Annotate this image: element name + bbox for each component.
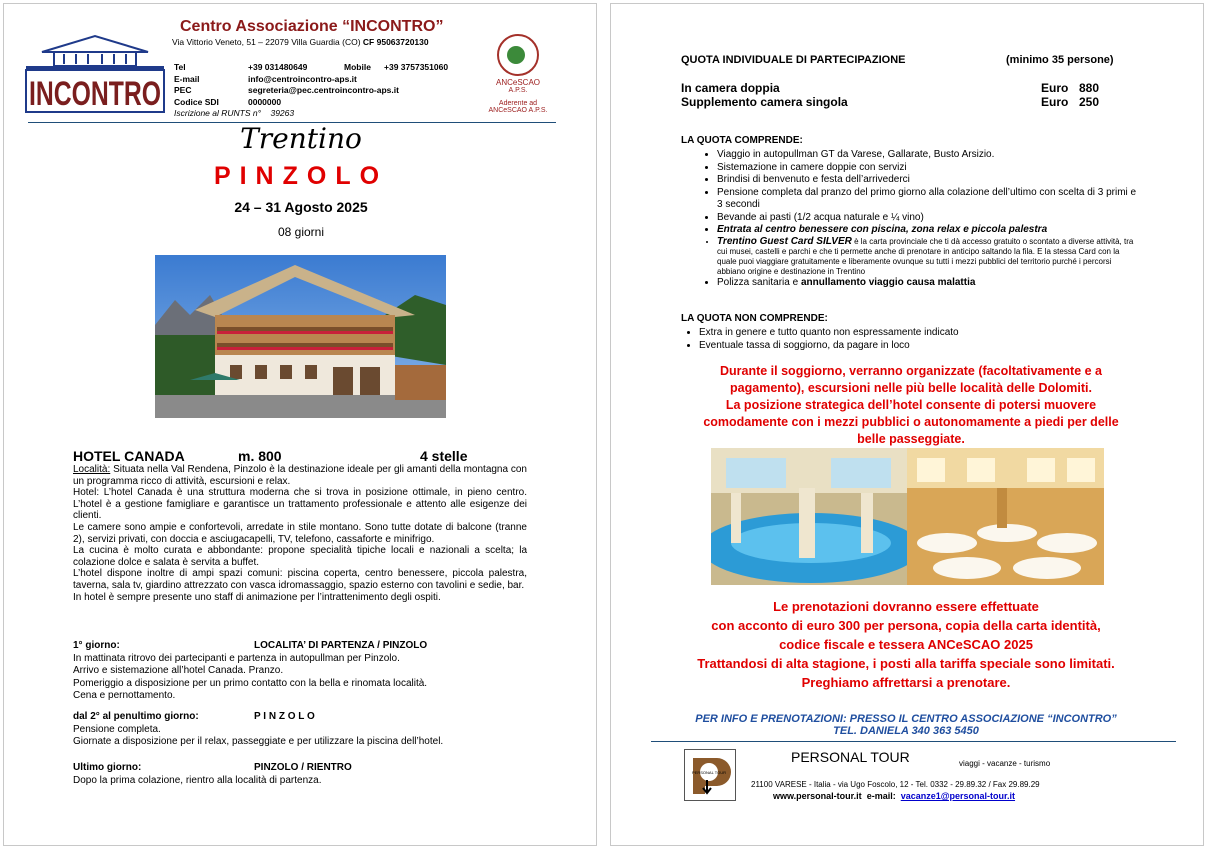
polizza-bold: annullamento viaggio causa malattia: [800, 276, 976, 288]
day-label: dal 2° al penultimo giorno:: [73, 711, 199, 722]
contacts-table: [174, 62, 452, 120]
excluded-section: [681, 313, 1141, 352]
sdi-label: Codice SDI: [174, 96, 219, 107]
day-line: In mattinata ritrovo dei partecipanti e partenza in autopullman per Pinzolo.: [73, 652, 400, 664]
itinerary-day-last: [73, 762, 533, 787]
runts-line: [174, 108, 344, 120]
region-title: Trentino: [240, 122, 362, 155]
desc-hotel: Hotel: L’hotel Canada è una struttura moderna che si trova in posizione ottimale, in pieno centro. L’hotel è a gestione famigliare e garantisce un trattamento professionale e attento alle esigenze dei clienti.: [73, 487, 527, 522]
notice-line: Preghiamo affrettarsi a prenotare.: [801, 675, 1011, 690]
agency-name: PERSONAL TOUR: [791, 749, 910, 765]
excluded-title: LA QUOTA NON COMPRENDE:: [681, 313, 828, 324]
included-item: • Pensione completa dal pranzo del primo giorno alla colazione dell’ultimo con scelta di 3 primi e 3 secondi: [717, 187, 1141, 212]
trip-dates: 24 – 31 Agosto 2025: [234, 199, 368, 215]
info-contacts: [651, 713, 1161, 737]
destination-title: PINZOLO: [213, 162, 389, 190]
hotel-description: [73, 464, 527, 603]
day-label: Ultimo giorno:: [73, 762, 142, 773]
price-label: In camera doppia: [681, 81, 780, 95]
incontro-logo: [24, 34, 166, 114]
excluded-item: • Extra in genere e tutto quanto non espressamente indicato: [699, 327, 1141, 340]
page-1: [3, 3, 597, 846]
polizza-text: Polizza sanitaria e: [717, 276, 801, 288]
email-label: E-mail: [174, 73, 200, 84]
page-2: [610, 3, 1204, 846]
agency-address: 21100 VARESE - Italia - via Ugo Foscolo, 12 - Tel. 0332 - 29.89.32 / Fax 29.89.29: [751, 780, 1040, 789]
included-list: [681, 149, 1141, 289]
price-amount: 880: [1079, 81, 1100, 95]
day-heading: [73, 711, 533, 724]
hotel-interior-photos: [711, 448, 1104, 585]
guestcard-title: Trentino Guest Card SILVER: [717, 235, 852, 247]
agency-email-label: e-mail:: [866, 791, 896, 801]
day-title: PINZOLO / RIENTRO: [254, 762, 352, 773]
included-item-polizza: [717, 277, 1141, 290]
runts-value: 39263: [270, 108, 295, 118]
notice-line: con acconto di euro 300 per persona, copia della carta identità,: [711, 618, 1101, 633]
ancescao-logo: [482, 34, 554, 114]
itinerary-day-2: [73, 711, 533, 749]
agency-web: [773, 791, 1015, 801]
ancescao-emblem-icon: [497, 34, 539, 76]
info-phone: TEL. DANIELA 340 363 5450: [833, 725, 979, 737]
desc-localita: [73, 464, 527, 487]
booking-notice: [651, 597, 1161, 692]
mobile-label: Mobile: [344, 62, 371, 72]
org-address: [172, 37, 429, 47]
pec-label: PEC: [174, 85, 192, 95]
tel-label: Tel: [174, 62, 186, 72]
price-table: [681, 81, 1099, 109]
included-item: • Bevande ai pasti (1/2 acqua naturale e ¼ vino): [717, 212, 1141, 225]
mobile-value: +39 3757351060: [384, 62, 449, 72]
itinerary-day-1: [73, 640, 533, 703]
logo-caption: PERSONAL TOUR: [692, 770, 726, 775]
included-item: • Brindisi di benvenuto e festa dell’arrivederci: [717, 174, 1141, 187]
sdi-value: 0000000: [248, 96, 282, 107]
excluded-item: • Eventuale tassa di soggiorno, da pagare in loco: [699, 340, 1141, 353]
quota-title: QUOTA INDIVIDUALE DI PARTECIPAZIONE: [681, 54, 906, 66]
agency-tagline: viaggi - vacanze - turismo: [959, 759, 1051, 768]
price-currency: Euro: [1041, 95, 1069, 109]
guestcard-text: è la carta provinciale che ti dà accesso gratuito o scontato a diverse attività, tra cui musei, castelli e parchi e che ti permette anche di prenotare in anticipo saltando la fila. E la stessa Card con la quale puoi viaggiare gratuitamente e liberamente ovunque su tutti i mezzi pubblici del territorio purché i percorsi abbiano origine e destinazione in Trentino: [717, 236, 1134, 276]
hotel-stars: 4 stelle: [420, 448, 468, 464]
day-line: Pomeriggio a disposizione per un primo contatto con la bella e rinomata località.: [73, 677, 428, 689]
price-amount: 250: [1079, 95, 1100, 109]
localita-label: Località:: [73, 464, 111, 475]
day-line: Dopo la prima colazione, rientro alla località di partenza.: [73, 774, 322, 786]
trip-duration: 08 giorni: [277, 225, 325, 239]
notice-line: Trattandosi di alta stagione, i posti alla tariffa speciale sono limitati.: [697, 656, 1115, 671]
hotel-name: HOTEL CANADA: [73, 448, 185, 464]
price-label: Supplemento camera singola: [681, 95, 848, 109]
runts-label: Iscrizione al RUNTS n°: [174, 108, 262, 118]
excluded-list: [681, 327, 1141, 352]
agency-email-link[interactable]: vacanze1@personal-tour.it: [900, 791, 1016, 801]
day-title: LOCALITA’ DI PARTENZA / PINZOLO: [254, 640, 428, 651]
included-item: • Viaggio in autopullman GT da Varese, Gallarate, Busto Arsizio.: [717, 149, 1141, 162]
restaurant-photo: [907, 448, 1104, 585]
email-value[interactable]: info@centroincontro-aps.it: [248, 73, 357, 84]
day-heading: [73, 762, 533, 775]
notice-line: La posizione strategica dell’hotel consente di potersi muovere: [725, 398, 1097, 412]
included-section: [681, 135, 1141, 289]
price-row: [681, 95, 1099, 109]
desc-staff: In hotel è sempre presente uno staff di animazione per l’intrattenimento degli ospiti.: [73, 591, 441, 603]
day-line: Pensione completa.: [73, 723, 161, 735]
info-line: PER INFO E PRENOTAZIONI: PRESSO IL CENTRO ASSOCIAZIONE “INCONTRO”: [695, 713, 1117, 725]
notice-line: Le prenotazioni dovranno essere effettuate: [773, 599, 1039, 614]
included-item: • Entrata al centro benessere con piscina, zona relax e piccola palestra: [717, 224, 1141, 237]
hotel-altitude: m. 800: [238, 448, 282, 464]
included-title: LA QUOTA COMPRENDE:: [681, 135, 803, 146]
org-name: Centro Associazione “INCONTRO”: [180, 18, 444, 35]
ancescao-aps: A.P.S.: [508, 87, 528, 94]
notice-line: comodamente con i mezzi pubblici o autonomamente a piedi per delle: [703, 415, 1119, 429]
quota-minimum: (minimo 35 persone): [1006, 54, 1114, 66]
aderente-org: ANCeSCAO A.P.S.: [488, 107, 548, 114]
tel-value: +39 031480649: [248, 62, 308, 72]
address-text: Via Vittorio Veneto, 51 – 22079 Villa Guardia (CO): [172, 37, 361, 47]
cf-text: CF 95063720130: [362, 37, 429, 47]
ancescao-name: ANCeSCAO: [495, 78, 540, 87]
desc-facilities: L’hotel dispone inoltre di ampi spazi comuni: piscina coperta, centro benessere, piccola palestra, taverna, sala tv, giardino attrezzato con vasca idromassaggio, spazio esterno con tavolini e sedie, bar.: [73, 568, 527, 591]
pool-photo: [711, 448, 907, 585]
day-title: P I N Z O L O: [254, 711, 315, 722]
day-label: 1° giorno:: [73, 640, 120, 651]
desc-cuisine: La cucina è molto curata e abbondante: propone specialità tipiche locali e nazionali a scelta; la colazione dolce e salata è servita a buffet.: [73, 545, 527, 568]
notice-line: codice fiscale e tessera ANCeSCAO 2025: [779, 637, 1033, 652]
included-item-guestcard: [717, 237, 1141, 277]
aderente-label: Aderente ad: [498, 100, 538, 107]
notice-line: belle passeggiate.: [857, 432, 965, 446]
desc-rooms: Le camere sono ampie e confortevoli, arredate in stile montano. Sono tutte dotate di balcone (tranne 2), servizi privati, con doccia e asciugacapelli, TV, telefono, cassaforte e minifrigo.: [73, 521, 527, 545]
notice-line: pagamento), escursioni nelle più belle località delle Dolomiti.: [730, 381, 1092, 395]
excursions-notice: [691, 363, 1131, 448]
personal-tour-logo: [684, 749, 736, 801]
agency-website[interactable]: www.personal-tour.it: [773, 791, 862, 801]
notice-line: Durante il soggiorno, verranno organizzate (facoltativamente e a: [719, 364, 1103, 378]
logo-text: INCONTRO: [29, 75, 161, 113]
price-row: [681, 81, 1099, 95]
day-line: Giornate a disposizione per il relax, passeggiate e per utilizzare la piscina dell’hotel.: [73, 736, 444, 747]
price-currency: Euro: [1041, 81, 1069, 95]
pec-value[interactable]: segreteria@pec.centroincontro-aps.it: [248, 85, 399, 95]
footer-divider: [651, 741, 1176, 742]
localita-text: Situata nella Val Rendena, Pinzolo è la destinazione ideale per gli amanti della montagna con un programma ricco di attività, escursioni e relax.: [73, 464, 527, 487]
included-item: • Sistemazione in camere doppie con servizi: [717, 162, 1141, 175]
hotel-photo: [155, 255, 446, 418]
day-line: Arrivo e sistemazione all’hotel Canada. Pranzo.: [73, 665, 284, 676]
day-line: Cena e pernottamento.: [73, 690, 176, 701]
day-heading: [73, 640, 533, 653]
